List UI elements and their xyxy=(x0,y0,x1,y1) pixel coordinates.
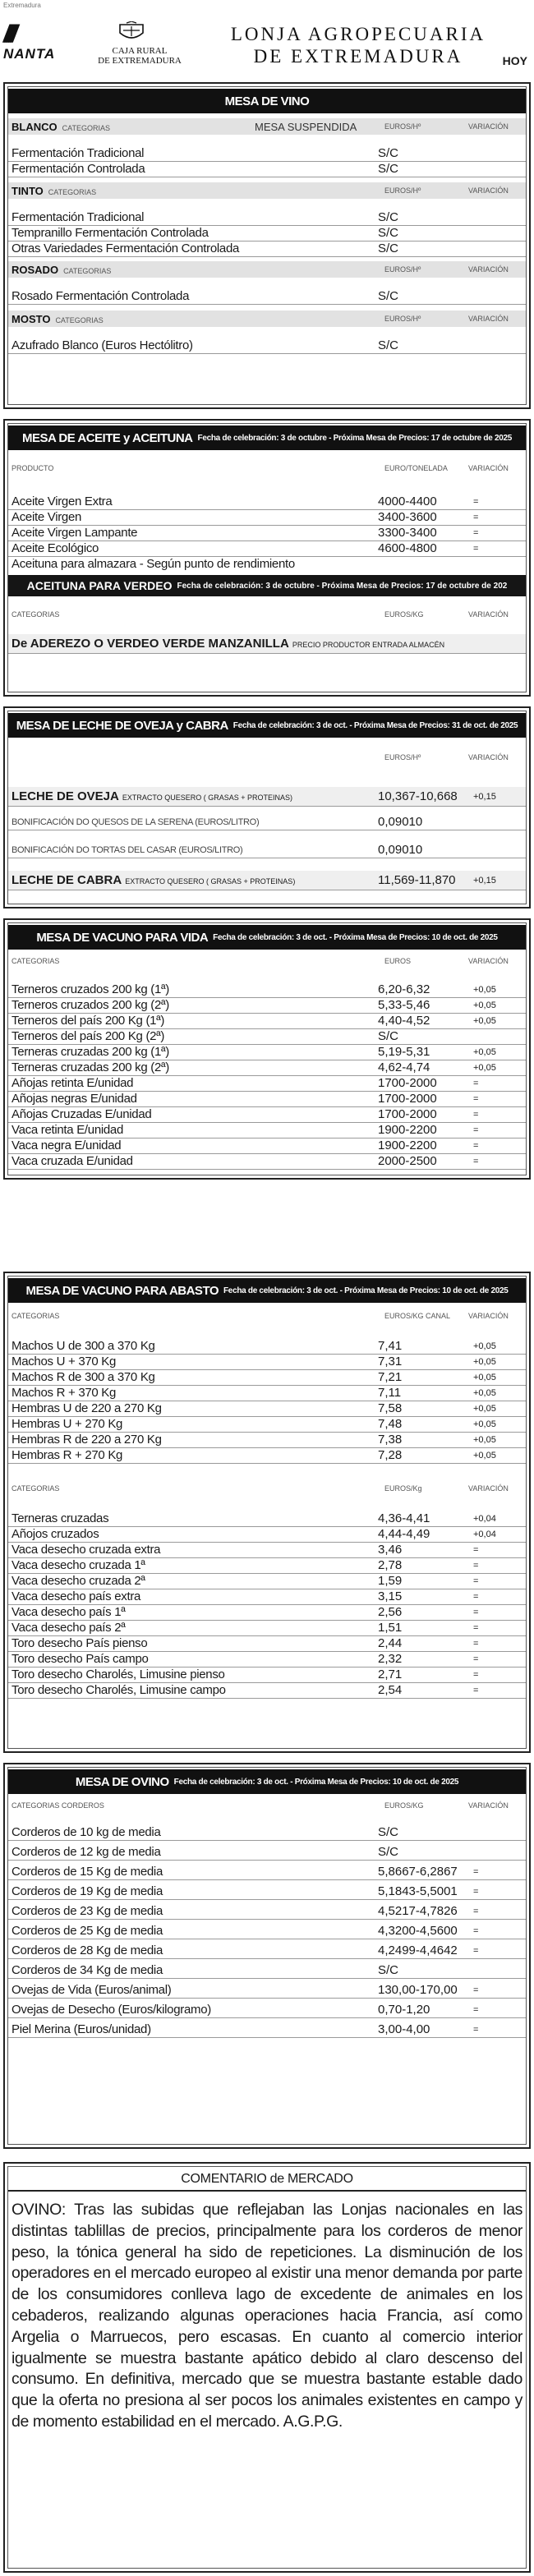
table-row: Añojas retinta E/unidad 1700-2000 = xyxy=(8,1076,526,1092)
table-row: Terneras cruzadas 4,36-4,41 +0,04 xyxy=(8,1511,526,1527)
table-row: Vaca desecho cruzada extra 3,46 = xyxy=(8,1543,526,1558)
newspaper-name: HOY xyxy=(502,54,527,67)
table-row: Azufrado Blanco (Euros Hectólitro) S/C xyxy=(8,338,526,354)
vacuno-vida-section xyxy=(3,918,531,1180)
vino-rosado-header: ROSADO CATEGORIAS EUROS/Hº VARIACIÓN xyxy=(8,261,526,278)
table-row: Otras Variedades Fermentación Controlada S/C xyxy=(8,242,526,257)
vino-banner: MESA DE VINO xyxy=(8,89,526,113)
table-row: Añojas negras E/unidad 1700-2000 = xyxy=(8,1092,526,1107)
table-row: Corderos de 10 kg de media S/C xyxy=(8,1825,526,1841)
table-row: Fermentación Controlada S/C xyxy=(8,162,526,177)
table-row: Piel Merina (Euros/unidad) 3,00-4,00 = xyxy=(8,2022,526,2038)
table-row: Vaca negra E/unidad 1900-2200 = xyxy=(8,1138,526,1154)
table-row: Terneras cruzadas 200 kg (1ª) 5,19-5,31 +0,05 xyxy=(8,1045,526,1060)
table-row: Vaca desecho país 2ª 1,51 = xyxy=(8,1621,526,1636)
table-row: Vaca desecho cruzada 2ª 1,59 = xyxy=(8,1574,526,1589)
table-row: Toro desecho Charolés, Limusine pienso 2,71 = xyxy=(8,1668,526,1683)
table-row: Terneros del país 200 Kg (2ª) S/C xyxy=(8,1029,526,1045)
table-row: Toro desecho País campo 2,32 = xyxy=(8,1652,526,1668)
table-row: Machos R de 300 a 370 Kg 7,21 +0,05 xyxy=(8,1370,526,1386)
vino-section xyxy=(3,82,531,409)
table-row: Toro desecho País pienso 2,44 = xyxy=(8,1636,526,1652)
abasto-header-2: CATEGORIAS EUROS/Kg VARIACIÓN xyxy=(8,1480,526,1497)
table-row: Machos U + 370 Kg 7,31 +0,05 xyxy=(8,1355,526,1370)
ovino-banner: MESA DE OVINO Fecha de celebración: 3 de oct. - Próxima Mesa de Precios: 10 de oct. de 2025 xyxy=(8,1769,526,1794)
table-row: Aceite Virgen 3400-3600 = xyxy=(8,510,526,526)
table-row: Ovejas de Desecho (Euros/kilogramo) 0,70-1,20 = xyxy=(8,2003,526,2018)
table-row: Vaca desecho país 1ª 2,56 = xyxy=(8,1605,526,1621)
table-row: Corderos de 23 Kg de media 4,5217-4,7826 = xyxy=(8,1904,526,1920)
comment-body: OVINO: Tras las subidas que reflejaban las Lonjas nacionales en las distintas tablillas de precios, principalmente para los corderos de menor peso, la tónica general ha sido de repeticiones. La disminución de los operadores en el mercado europeo al existir una menor demanda por parte de los consumidores conlleva lago de excedente de animales en los cebaderos, realizando algunas operaciones hacia Francia, así como Argelia o Marruecos, pero escasas. En cuanto al comercio interior igualmente se muestra bastante apático debido al claro descenso del consumo. En definitiva, mercado que se muestra bastante estable dado que la oferta no presiona al ser pocos los animales existentes en campo y de momento estabilidad en el mercado. A.G.P.G. xyxy=(12,2201,522,2431)
table-row: Tempranillo Fermentación Controlada S/C xyxy=(8,226,526,242)
table-row: Toro desecho Charolés, Limusine campo 2,54 = xyxy=(8,1683,526,1699)
ovino-section xyxy=(3,1763,531,2149)
source-mark: Extremadura xyxy=(3,2,41,9)
ovino-header: CATEGORIAS CORDEROS EUROS/KG VARIACIÓN xyxy=(8,1797,526,1814)
vacuno-abasto-section xyxy=(3,1272,531,1753)
abasto-banner: MESA DE VACUNO PARA ABASTO Fecha de celebración: 3 de oct. - Próxima Mesa de Precios: 10 de oct. de 2025 xyxy=(8,1278,526,1303)
table-row: Hembras R de 220 a 270 Kg 7,38 +0,05 xyxy=(8,1433,526,1448)
table-row: Machos U de 300 a 370 Kg 7,41 +0,05 xyxy=(8,1339,526,1355)
leche-oveja-row: LECHE DE OVEJA EXTRACTO QUESERO ( GRASAS + PROTEINAS) 10,367-10,668 +0,15 xyxy=(8,787,526,807)
table-row: BONIFICACIÓN DO TORTAS DEL CASAR (EUROS/LITRO) 0,09010 xyxy=(8,843,526,858)
vino-tinto-header: TINTO CATEGORIAS EUROS/Hº VARIACIÓN xyxy=(8,182,526,199)
vida-banner: MESA DE VACUNO PARA VIDA Fecha de celebración: 3 de oct. - Próxima Mesa de Precios: 10 de oct. de 2025 xyxy=(8,925,526,950)
table-row: Vaca desecho país extra 3,15 = xyxy=(8,1589,526,1605)
table-row: Corderos de 12 kg de media S/C xyxy=(8,1845,526,1861)
table-row: Vaca retinta E/unidad 1900-2200 = xyxy=(8,1123,526,1138)
table-row: Corderos de 19 Kg de media 5,1843-5,5001 = xyxy=(8,1884,526,1900)
table-row: Corderos de 28 Kg de media 4,2499-4,4642 = xyxy=(8,1944,526,1959)
page-title: LONJA AGROPECUARIA DE EXTREMADURA xyxy=(230,24,486,67)
table-row: Hembras U + 270 Kg 7,48 +0,05 xyxy=(8,1417,526,1433)
table-row: Rosado Fermentación Controlada S/C xyxy=(8,289,526,305)
table-row: Aceite Virgen Extra 4000-4400 = xyxy=(8,494,526,510)
leche-cabra-row: LECHE DE CABRA EXTRACTO QUESERO ( GRASAS + PROTEINAS) 11,569-11,870 +0,15 xyxy=(8,871,526,890)
table-row: Corderos de 15 Kg de media 5,8667-6,2867 = xyxy=(8,1865,526,1880)
leche-section xyxy=(3,706,531,908)
market-comment-section xyxy=(3,2162,531,2573)
table-row: Fermentación Tradicional S/C xyxy=(8,146,526,162)
caja-rural-logo: CAJA RURAL DE EXTREMADURA xyxy=(82,21,197,69)
table-row: Añojas Cruzadas E/unidad 1700-2000 = xyxy=(8,1107,526,1123)
table-row: Terneras cruzadas 200 kg (2ª) 4,62-4,74 +0,05 xyxy=(8,1060,526,1076)
verdeo-banner: ACEITUNA PARA VERDEO Fecha de celebración: 3 de octubre - Próxima Mesa de Precios: 17 de octubre de 202 xyxy=(8,575,526,596)
table-row: Aceite Ecológico 4600-4800 = xyxy=(8,541,526,557)
table-row: Terneros del país 200 Kg (1ª) 4,40-4,52 +0,05 xyxy=(8,1014,526,1029)
table-row: Aceite Virgen Lampante 3300-3400 = xyxy=(8,526,526,541)
verdeo-row: De ADEREZO O VERDEO VERDE MANZANILLA PRECIO PRODUCTOR ENTRADA ALMACÉN xyxy=(8,634,526,654)
table-row: Vaca desecho cruzada 1ª 2,78 = xyxy=(8,1558,526,1574)
vida-header: CATEGORIAS EUROS VARIACIÓN xyxy=(8,953,526,969)
page-header xyxy=(0,12,534,69)
vino-blanco-header: BLANCO CATEGORIAS MESA SUSPENDIDA EUROS/Hº VARIACIÓN xyxy=(8,118,526,135)
aceite-header: PRODUCTO EURO/TONELADA VARIACIÓN xyxy=(8,460,526,476)
crest-icon xyxy=(115,21,148,43)
nanta-logo: ///// NANTA xyxy=(3,21,56,62)
table-row: BONIFICACIÓN DO QUESOS DE LA SERENA (EUROS/LITRO) 0,09010 xyxy=(8,815,526,830)
leche-banner: MESA DE LECHE DE OVEJA y CABRA Fecha de celebración: 3 de oct. - Próxima Mesa de Precios: 31 de oct. de 2025 xyxy=(8,713,526,738)
table-row: Aceituna para almazara - Según punto de rendimiento xyxy=(12,557,295,571)
table-row: Añojos cruzados 4,44-4,49 +0,04 xyxy=(8,1527,526,1543)
table-row: Terneros cruzados 200 kg (1ª) 6,20-6,32 +0,05 xyxy=(8,982,526,998)
comment-title: COMENTARIO de MERCADO xyxy=(8,2167,526,2192)
leche-header: EUROS/Hº VARIACIÓN xyxy=(8,749,526,766)
verdeo-header: CATEGORIAS EUROS/KG VARIACIÓN xyxy=(8,606,526,623)
table-row: Corderos de 25 Kg de media 4,3200-4,5600 = xyxy=(8,1924,526,1939)
table-row: Machos R + 370 Kg 7,11 +0,05 xyxy=(8,1386,526,1401)
aceite-section xyxy=(3,419,531,697)
table-row: Corderos de 34 Kg de media S/C xyxy=(8,1963,526,1979)
vino-mosto-header: MOSTO CATEGORIAS EUROS/Hº VARIACIÓN xyxy=(8,310,526,327)
table-row: Ovejas de Vida (Euros/animal) 130,00-170,00 = xyxy=(8,1983,526,1999)
table-row: Terneros cruzados 200 kg (2ª) 5,33-5,46 +0,05 xyxy=(8,998,526,1014)
aceite-banner: MESA DE ACEITE y ACEITUNA Fecha de celebración: 3 de octubre - Próxima Mesa de Precios: 17 de octubre de 2025 xyxy=(8,426,526,450)
table-row: Fermentación Tradicional S/C xyxy=(8,210,526,226)
table-row: Hembras R + 270 Kg 7,28 +0,05 xyxy=(8,1448,526,1464)
abasto-header: CATEGORIAS EUROS/KG CANAL VARIACIÓN xyxy=(8,1308,526,1324)
table-row: Vaca cruzada E/unidad 2000-2500 = xyxy=(8,1154,526,1170)
table-row: Hembras U de 220 a 270 Kg 7,58 +0,05 xyxy=(8,1401,526,1417)
